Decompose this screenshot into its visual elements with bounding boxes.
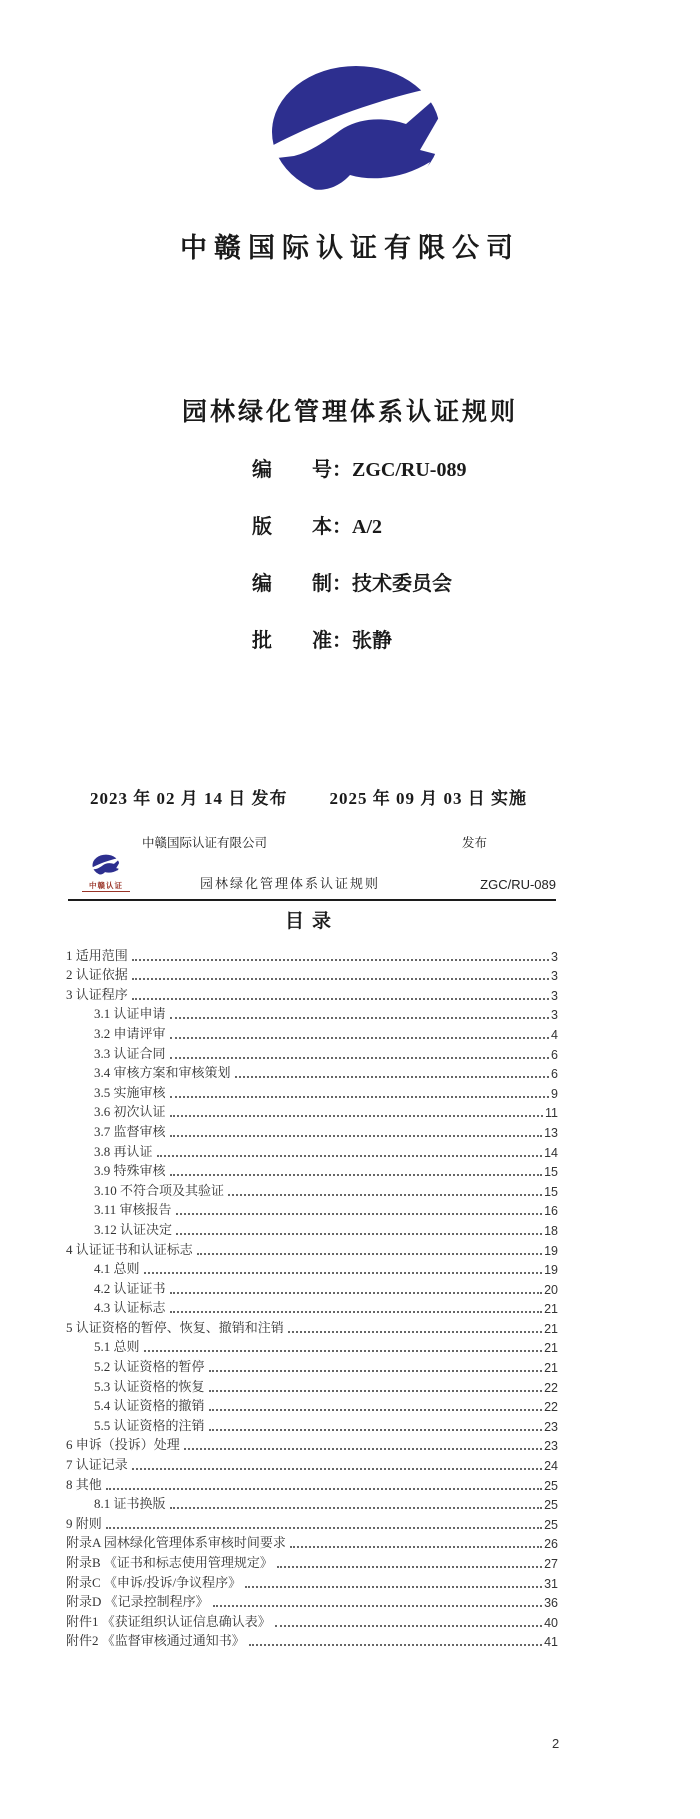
toc-leader-dots (290, 1546, 542, 1548)
field-row-version (252, 515, 466, 540)
toc-entry (66, 1101, 558, 1121)
toc-entry-label: 3.2 申请评审 (94, 1025, 166, 1041)
toc-entry (66, 1591, 558, 1611)
toc-entry-label: 3.12 认证决定 (94, 1221, 173, 1237)
toc-entry-page: 13 (544, 1125, 558, 1140)
toc-entry-label: 3.7 监督审核 (94, 1123, 166, 1139)
toc-leader-dots (157, 1155, 543, 1157)
toc-entry-label: 4.1 总则 (94, 1261, 140, 1277)
toc-entry-page: 25 (544, 1517, 558, 1532)
toc-entry-label: 4.2 认证证书 (94, 1280, 166, 1296)
toc-entry-page: 41 (544, 1635, 558, 1650)
release-date: 2023 年 02 月 14 日 发布 (90, 789, 288, 808)
cover-fields (252, 458, 466, 686)
toc-entry (66, 1336, 558, 1356)
toc-entry-label: 8.1 证书换版 (94, 1496, 166, 1512)
toc-entry (66, 1140, 558, 1160)
toc-leader-dots (170, 1037, 550, 1039)
toc-entry (66, 1022, 558, 1042)
field-label: 编 制 (252, 573, 332, 595)
toc-entry (66, 983, 558, 1003)
toc-leader-dots (277, 1566, 542, 1568)
company-name: 中赣国际认证有限公司 (180, 233, 520, 263)
toc-entry-page: 4 (551, 1027, 558, 1042)
toc-leader-dots (170, 1174, 543, 1176)
toc-leader-dots (288, 1331, 542, 1333)
toc-entry (66, 1238, 558, 1258)
toc-leader-dots (209, 1429, 543, 1431)
field-value: 技术委员会 (352, 573, 452, 595)
toc-entry-page: 20 (544, 1282, 558, 1297)
page-number: 2 (552, 1736, 560, 1751)
toc-entry-label: 附录B 《证书和标志使用管理规定》 (66, 1555, 273, 1570)
toc-leader-dots (197, 1253, 542, 1255)
toc-entry (66, 1434, 558, 1454)
toc-entry (66, 1493, 558, 1513)
logo-caption: 中赣认证 (82, 880, 130, 892)
toc-leader-dots (170, 1017, 550, 1019)
toc-leader-dots (170, 1507, 543, 1509)
toc-leader-dots (209, 1370, 543, 1372)
toc-entry-label: 6 申诉（投诉）处理 (66, 1437, 180, 1453)
toc-entry-page: 18 (544, 1223, 558, 1238)
toc-entry-page: 40 (544, 1615, 558, 1630)
toc-heading: 目录 (284, 911, 339, 932)
cover-footer-company: 中赣国际认证有限公司 (142, 836, 268, 850)
toc-leader-dots (176, 1233, 542, 1235)
toc-entry-label: 3.10 不符合项及其验证 (94, 1182, 225, 1198)
toc-entry-label: 3.4 审核方案和审核策划 (94, 1065, 231, 1081)
toc-entry-page: 3 (551, 969, 558, 984)
toc-entry (66, 1610, 558, 1630)
toc-entry (66, 1062, 558, 1082)
toc-entry (66, 1199, 558, 1219)
toc-entry-label: 9 附则 (66, 1515, 102, 1531)
toc-entry-label: 3 认证程序 (66, 986, 128, 1002)
toc-entry-label: 3.11 审核报告 (94, 1202, 172, 1218)
toc-entry-page: 23 (544, 1439, 558, 1454)
field-colon: ： (332, 630, 352, 652)
toc-entry-page: 6 (551, 1047, 558, 1062)
toc-entry-page: 15 (544, 1165, 558, 1180)
toc-leader-dots (209, 1409, 543, 1411)
toc-entry (66, 1453, 558, 1473)
toc-entry-label: 附录D 《记录控制程序》 (66, 1594, 209, 1610)
toc-entry-page: 6 (551, 1067, 558, 1082)
toc-entry (66, 1571, 558, 1591)
toc-entry (66, 1414, 558, 1434)
cover-footer (0, 833, 700, 851)
toc-entry (66, 1003, 558, 1023)
toc-entry (66, 964, 558, 984)
toc-leader-dots (235, 1076, 550, 1078)
date-line (90, 784, 527, 809)
toc-entry (66, 1258, 558, 1278)
toc-entry-label: 5.2 认证资格的暂停 (94, 1359, 205, 1375)
toc-entry (66, 1218, 558, 1238)
toc-list (66, 944, 558, 1649)
toc-entry-label: 5 认证资格的暂停、恢复、撤销和注销 (66, 1319, 284, 1335)
toc-entry (66, 1042, 558, 1062)
toc-entry-page: 21 (544, 1341, 558, 1356)
toc-entry-page: 3 (551, 988, 558, 1003)
field-value: A/2 (352, 516, 382, 538)
field-value: 张静 (352, 630, 392, 652)
toc-entry-label: 3.3 认证合同 (94, 1045, 166, 1061)
toc-entry-page: 27 (544, 1557, 558, 1571)
toc-entry-label: 2 认证依据 (66, 967, 128, 983)
toc-leader-dots (106, 1488, 542, 1490)
toc-entry-label: 3.5 实施审核 (94, 1084, 166, 1100)
toc-entry-page: 16 (544, 1204, 558, 1219)
field-colon: ： (332, 516, 352, 538)
toc-entry (66, 1297, 558, 1317)
toc-entry (66, 1277, 558, 1297)
toc-entry-page: 24 (544, 1459, 558, 1474)
toc-entry-label: 7 认证记录 (66, 1457, 128, 1473)
toc-entry (66, 1160, 558, 1180)
toc-entry-label: 4 认证证书和认证标志 (66, 1241, 193, 1257)
toc-entry-page: 25 (544, 1478, 558, 1493)
company-logo-icon (244, 58, 456, 210)
toc-entry (66, 1551, 558, 1571)
toc-entry (66, 1081, 558, 1101)
toc-entry (66, 1532, 558, 1552)
document-title: 园林绿化管理体系认证规则 (181, 399, 518, 426)
cover-footer-publish: 发布 (462, 836, 488, 850)
toc-entry-page: 31 (544, 1576, 558, 1591)
toc-leader-dots (170, 1057, 550, 1059)
toc-leader-dots (275, 1625, 542, 1627)
toc-entry-label: 附件1 《获证组织认证信息确认表》 (66, 1613, 271, 1629)
toc-entry-label: 附录A 园林绿化管理体系审核时间要求 (66, 1535, 286, 1551)
toc-entry-page: 25 (544, 1498, 558, 1513)
toc-entry-page: 23 (544, 1419, 558, 1434)
toc-entry (66, 1316, 558, 1336)
toc-leader-dots (249, 1644, 542, 1646)
page-header (68, 851, 556, 901)
field-row-compiled-by (252, 572, 466, 597)
toc-leader-dots (245, 1586, 542, 1588)
toc-entry-page: 3 (551, 1008, 558, 1023)
toc-entry (66, 1473, 558, 1493)
toc-leader-dots (132, 1468, 542, 1470)
header-document-title: 园林绿化管理体系认证规则 (199, 876, 380, 891)
toc-entry-label: 附件2 《监督审核通过通知书》 (66, 1633, 245, 1649)
field-value: ZGC/RU-089 (352, 459, 467, 481)
toc-leader-dots (106, 1527, 542, 1529)
toc-leader-dots (209, 1390, 543, 1392)
toc-entry (66, 1630, 558, 1650)
toc-leader-dots (132, 959, 549, 961)
toc-entry-page: 3 (551, 949, 558, 964)
implement-date: 2025 年 09 月 03 日 实施 (329, 789, 527, 808)
toc-entry-label: 5.1 总则 (94, 1339, 140, 1355)
toc-leader-dots (228, 1194, 542, 1196)
toc-entry-page: 21 (544, 1321, 558, 1336)
toc-leader-dots (170, 1115, 544, 1117)
toc-leader-dots (184, 1448, 542, 1450)
toc-entry-page: 36 (544, 1596, 558, 1611)
toc-leader-dots (144, 1350, 543, 1352)
toc-entry-label: 1 适用范围 (66, 947, 128, 963)
toc-leader-dots (213, 1605, 542, 1607)
toc-entry-label: 5.4 认证资格的撤销 (94, 1398, 205, 1414)
toc-entry-label: 3.6 初次认证 (94, 1104, 166, 1120)
toc-leader-dots (170, 1135, 543, 1137)
toc-entry-label: 3.1 认证申请 (94, 1006, 166, 1022)
toc-entry (66, 1120, 558, 1140)
field-label: 批 准 (252, 630, 332, 652)
toc-leader-dots (132, 998, 549, 1000)
toc-entry-label: 5.3 认证资格的恢复 (94, 1378, 205, 1394)
toc-entry-page: 21 (544, 1302, 558, 1317)
toc-entry-page: 11 (545, 1106, 558, 1121)
toc-leader-dots (170, 1311, 543, 1313)
toc-entry-label: 4.3 认证标志 (94, 1300, 166, 1316)
toc-entry (66, 1395, 558, 1415)
toc-entry-page: 14 (544, 1145, 558, 1160)
toc-entry (66, 1512, 558, 1532)
toc-entry-page: 19 (544, 1243, 558, 1258)
field-colon: ： (332, 573, 352, 595)
toc-entry-page: 26 (544, 1537, 558, 1552)
toc-entry (66, 1179, 558, 1199)
toc-entry (66, 1375, 558, 1395)
toc-entry-page: 22 (544, 1380, 558, 1395)
toc-entry-label: 3.9 特殊审核 (94, 1163, 166, 1179)
company-logo (244, 58, 456, 210)
toc-leader-dots (132, 978, 549, 980)
toc-leader-dots (144, 1272, 543, 1274)
toc-entry-label: 3.8 再认证 (94, 1143, 153, 1159)
field-label: 编 号 (252, 459, 332, 481)
toc-entry-page: 22 (544, 1400, 558, 1415)
field-row-number (252, 458, 466, 483)
toc-leader-dots (170, 1096, 550, 1098)
field-label: 版 本 (252, 516, 332, 538)
toc-entry-label: 附录C 《申诉/投诉/争议程序》 (66, 1574, 242, 1590)
toc-entry-label: 8 其他 (66, 1476, 102, 1492)
toc-entry-page: 19 (544, 1263, 558, 1278)
header-document-number: ZGC/RU-089 (480, 877, 556, 892)
toc-leader-dots (176, 1213, 543, 1215)
toc-entry-page: 21 (544, 1361, 558, 1376)
toc-entry-page: 15 (544, 1184, 558, 1199)
field-colon: ： (332, 459, 352, 481)
toc-entry (66, 1355, 558, 1375)
toc-entry-page: 9 (551, 1086, 558, 1101)
field-row-approved-by (252, 629, 466, 654)
toc-entry (66, 944, 558, 964)
toc-entry-label: 5.5 认证资格的注销 (94, 1417, 205, 1433)
toc-leader-dots (170, 1292, 543, 1294)
